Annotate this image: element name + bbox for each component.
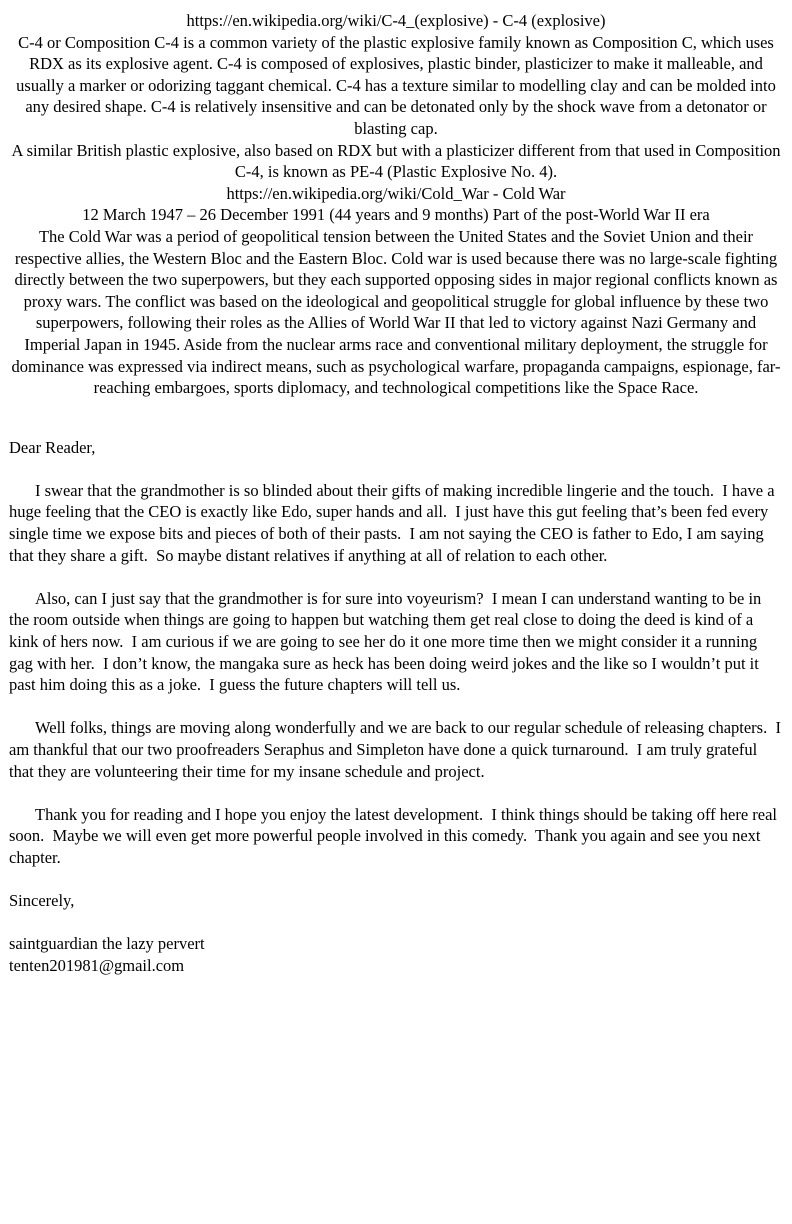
c4-description: C-4 or Composition C-4 is a common variety of the plastic explosive family known as Composition C, which uses RDX as its explosive agent. C-4 is composed of explosives, plastic binder, plasticizer to make it malleable, and usually a marker or odorizing taggant chemical. C-4 has a texture similar to modelling clay and can be molded into any desired shape. C-4 is relatively insensitive and can be detonated only by the shock wave from a detonator or blasting cap. (16, 32, 776, 138)
letter-paragraph-4: Thank you for reading and I hope you enjoy the latest development. I think things should be taking off here real soon. Maybe we will even get more powerful people involved in this comedy. Thank you again and see you next chapter. (9, 804, 782, 867)
coldwar-url-line: https://en.wikipedia.org/wiki/Cold_War - Cold War (226, 183, 566, 203)
signature-name: saintguardian the lazy pervert (9, 934, 205, 954)
coldwar-dates-line: 12 March 1947 – 26 December 1991 (44 years and 9 months) Part of the post-World War II era (82, 205, 710, 225)
letter-closing: Sincerely, (9, 891, 75, 911)
signature-email: tenten201981@gmail.com (9, 955, 185, 975)
letter-paragraph-1: I swear that the grandmother is so blinded about their gifts of making incredible lingerie and the touch. I have a huge feeling that the CEO is exactly like Edo, super hands and all. I just have this gut feeling that’s been fed every single time we expose bits and pieces of both of their pasts. I am not saying the CEO is father to Edo, I am saying that they share a gift. So maybe distant relatives if anything at all of relation to each other. (9, 480, 779, 565)
c4-url-line: https://en.wikipedia.org/wiki/C-4_(explosive) - C-4 (explosive) (186, 11, 606, 30)
wiki-quotes-block (9, 10, 783, 399)
letter-paragraph-3: Well folks, things are moving along wonderfully and we are back to our regular schedule of releasing chapters. I am thankful that our two proofreaders Seraphus and Simpleton have done a quick turnaround. I am truly grateful that they are volunteering their time for my insane schedule and project. (9, 718, 786, 781)
pe4-description: A similar British plastic explosive, also based on RDX but with a plasticizer different from that used in Composition C-4, is known as PE-4 (Plastic Explosive No. 4). (11, 140, 781, 182)
coldwar-description: The Cold War was a period of geopolitical tension between the United States and the Soviet Union and their respective allies, the Western Bloc and the Eastern Bloc. Cold war is used because there was no large-scale fighting directly between the two superpowers, but they each supported opposing sides in major regional conflicts known as proxy wars. The conflict was based on the ideological and geopolitical struggle for global influence by these two superpowers, following their roles as the Allies of World War II that led to victory against Nazi Germany and Imperial Japan in 1945. Aside from the nuclear arms race and conventional military deployment, the struggle for dominance was expressed via indirect means, such as psychological warfare, propaganda campaigns, espionage, far-reaching embargoes, sports diplomacy, and technological competitions like the Space Race. (11, 226, 781, 398)
letter-paragraph-2: Also, can I just say that the grandmother is for sure into voyeurism? I mean I can understand wanting to be in the room outside when things are going to happen but watching them get real close to doing the deed is kind of a kink of hers now. I am curious if we are going to see her do it one more time then we might consider it a running gag with her. I don’t know, the mangaka sure as heck has been doing weird jokes and the like so I wouldn’t put it past him doing this as a joke. I guess the future chapters will tell us. (9, 588, 766, 695)
letter-salutation: Dear Reader, (9, 437, 96, 457)
reader-letter (9, 437, 786, 977)
